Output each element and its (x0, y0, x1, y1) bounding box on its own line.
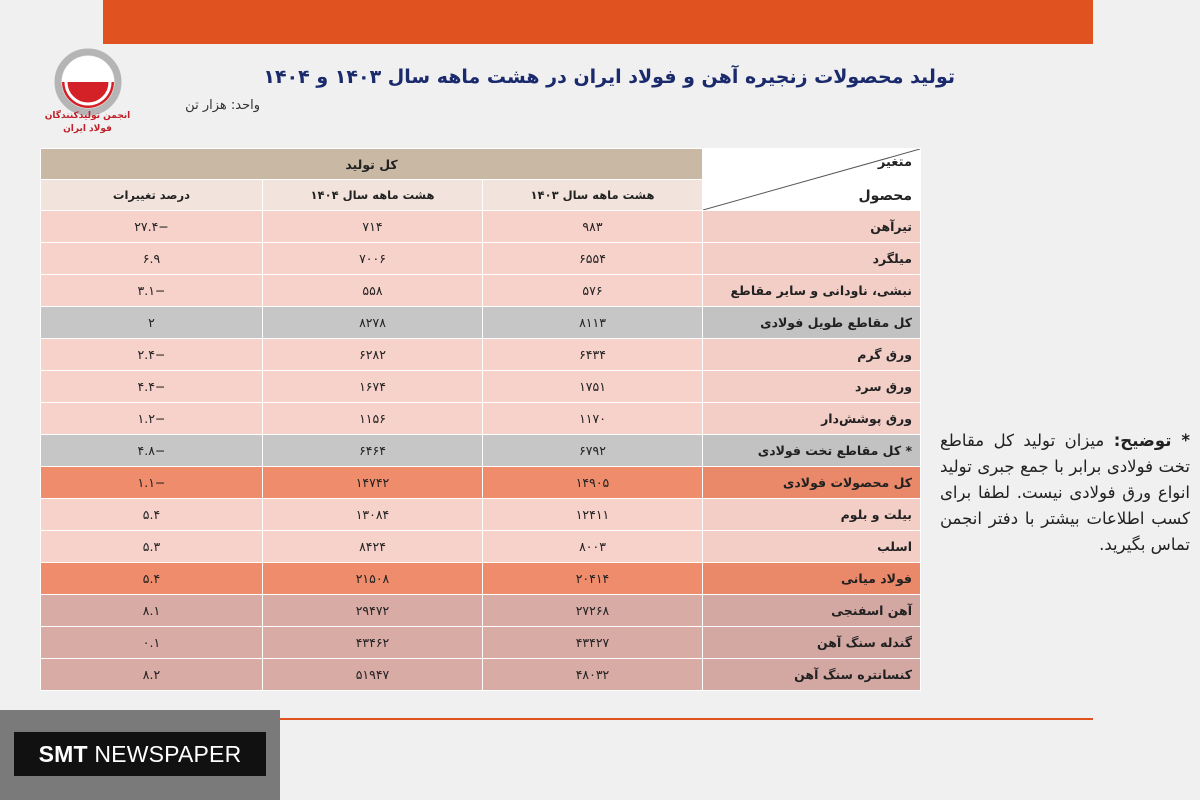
product-name-cell: ورق سرد (703, 371, 921, 403)
corner-product-label: محصول (858, 188, 912, 204)
note-text: میزان تولید کل مقاطع تخت فولادی برابر با جمع جبری تولید انواع ورق فولادی نیست. لطفا برای کسب اطلاعات بیشتر با دفتر انجمن تماس بگیرید. (940, 431, 1190, 554)
product-name-cell: گندله سنگ آهن (703, 627, 921, 659)
top-accent-bar (103, 0, 1093, 44)
logo-caption-line1: انجمن تولیدکنندگان (44, 111, 131, 121)
product-name-cell: نبشی، ناودانی و سایر مقاطع (703, 275, 921, 307)
value-1404-cell: ۸۲۷۸ (263, 307, 483, 339)
production-table-container (40, 148, 920, 691)
product-name-cell: اسلب (703, 531, 921, 563)
value-1404-cell: ۱۳۰۸۴ (263, 499, 483, 531)
change-percent-cell: ۰.۱ (41, 627, 263, 659)
value-1403-cell: ۶۴۳۴ (483, 339, 703, 371)
table-row (41, 659, 921, 691)
product-name-cell: کل محصولات فولادی (703, 467, 921, 499)
table-row (41, 595, 921, 627)
product-name-cell: بیلت و بلوم (703, 499, 921, 531)
value-1403-cell: ۸۰۰۳ (483, 531, 703, 563)
product-name-cell: میلگرد (703, 243, 921, 275)
table-row (41, 435, 921, 467)
value-1404-cell: ۱۶۷۴ (263, 371, 483, 403)
logo-caption (30, 110, 145, 138)
value-1403-cell: ۱۴۹۰۵ (483, 467, 703, 499)
table-body (41, 211, 921, 691)
change-percent-cell: ۲ (41, 307, 263, 339)
column-header-1404: هشت ماهه سال ۱۴۰۴ (263, 180, 483, 211)
change-percent-cell: −۲.۴ (41, 339, 263, 371)
value-1403-cell: ۱۷۵۱ (483, 371, 703, 403)
product-name-cell: آهن اسفنجی (703, 595, 921, 627)
table-row (41, 627, 921, 659)
value-1403-cell: ۸۱۱۳ (483, 307, 703, 339)
product-name-cell: کل مقاطع طویل فولادی (703, 307, 921, 339)
page-title: تولید محصولات زنجیره آهن و فولاد ایران در هشت ماهه سال ۱۴۰۳ و ۱۴۰۴ (263, 66, 955, 88)
value-1404-cell: ۶۴۶۴ (263, 435, 483, 467)
corner-variable-label: متغیر (877, 155, 912, 170)
value-1403-cell: ۶۵۵۴ (483, 243, 703, 275)
logo-caption-line2: فولاد ایران (63, 124, 112, 134)
value-1403-cell: ۲۷۲۶۸ (483, 595, 703, 627)
product-name-cell: * کل مقاطع تخت فولادی (703, 435, 921, 467)
product-name-cell: ورق پوشش‌دار (703, 403, 921, 435)
table-row (41, 243, 921, 275)
value-1403-cell: ۴۳۴۲۷ (483, 627, 703, 659)
table-row (41, 563, 921, 595)
production-table (40, 148, 921, 691)
change-percent-cell: −۲۷.۴ (41, 211, 263, 243)
value-1404-cell: ۲۹۴۷۲ (263, 595, 483, 627)
product-name-cell: کنسانتره سنگ آهن (703, 659, 921, 691)
value-1403-cell: ۱۲۴۱۱ (483, 499, 703, 531)
value-1404-cell: ۴۳۴۶۲ (263, 627, 483, 659)
brand-rest: NEWSPAPER (87, 741, 242, 767)
change-percent-cell: −۱.۲ (41, 403, 263, 435)
product-name-cell: ورق گرم (703, 339, 921, 371)
value-1403-cell: ۶۷۹۲ (483, 435, 703, 467)
newspaper-brand (14, 732, 266, 776)
value-1404-cell: ۵۱۹۴۷ (263, 659, 483, 691)
value-1403-cell: ۹۸۳ (483, 211, 703, 243)
change-percent-cell: ۵.۳ (41, 531, 263, 563)
change-percent-cell: −۱.۱ (41, 467, 263, 499)
table-row (41, 371, 921, 403)
value-1404-cell: ۵۵۸ (263, 275, 483, 307)
note-label: * توضیح: (1113, 431, 1190, 450)
change-percent-cell: −۴.۸ (41, 435, 263, 467)
value-1403-cell: ۵۷۶ (483, 275, 703, 307)
corner-header-cell (703, 149, 921, 211)
value-1403-cell: ۴۸۰۳۲ (483, 659, 703, 691)
explanation-note (940, 428, 1190, 658)
table-row (41, 467, 921, 499)
column-header-change: درصد تغییرات (41, 180, 263, 211)
value-1404-cell: ۷۱۴ (263, 211, 483, 243)
value-1404-cell: ۸۴۲۴ (263, 531, 483, 563)
unit-label: واحد: هزار تن (185, 98, 260, 113)
change-percent-cell: ۶.۹ (41, 243, 263, 275)
value-1404-cell: ۶۲۸۲ (263, 339, 483, 371)
table-row (41, 339, 921, 371)
change-percent-cell: −۳.۱ (41, 275, 263, 307)
change-percent-cell: ۸.۲ (41, 659, 263, 691)
value-1403-cell: ۱۱۷۰ (483, 403, 703, 435)
value-1403-cell: ۲۰۴۱۴ (483, 563, 703, 595)
column-header-1403: هشت ماهه سال ۱۴۰۳ (483, 180, 703, 211)
brand-bold: SMT (38, 741, 88, 767)
product-name-cell: تیرآهن (703, 211, 921, 243)
change-percent-cell: −۴.۴ (41, 371, 263, 403)
table-row (41, 275, 921, 307)
change-percent-cell: ۸.۱ (41, 595, 263, 627)
value-1404-cell: ۱۱۵۶ (263, 403, 483, 435)
table-row (41, 307, 921, 339)
change-percent-cell: ۵.۴ (41, 563, 263, 595)
value-1404-cell: ۲۱۵۰۸ (263, 563, 483, 595)
value-1404-cell: ۱۴۷۴۲ (263, 467, 483, 499)
product-name-cell: فولاد میانی (703, 563, 921, 595)
value-1404-cell: ۷۰۰۶ (263, 243, 483, 275)
table-row (41, 499, 921, 531)
group-header-total-production: کل تولید (41, 149, 703, 180)
change-percent-cell: ۵.۴ (41, 499, 263, 531)
table-row (41, 531, 921, 563)
table-row (41, 211, 921, 243)
table-row (41, 403, 921, 435)
